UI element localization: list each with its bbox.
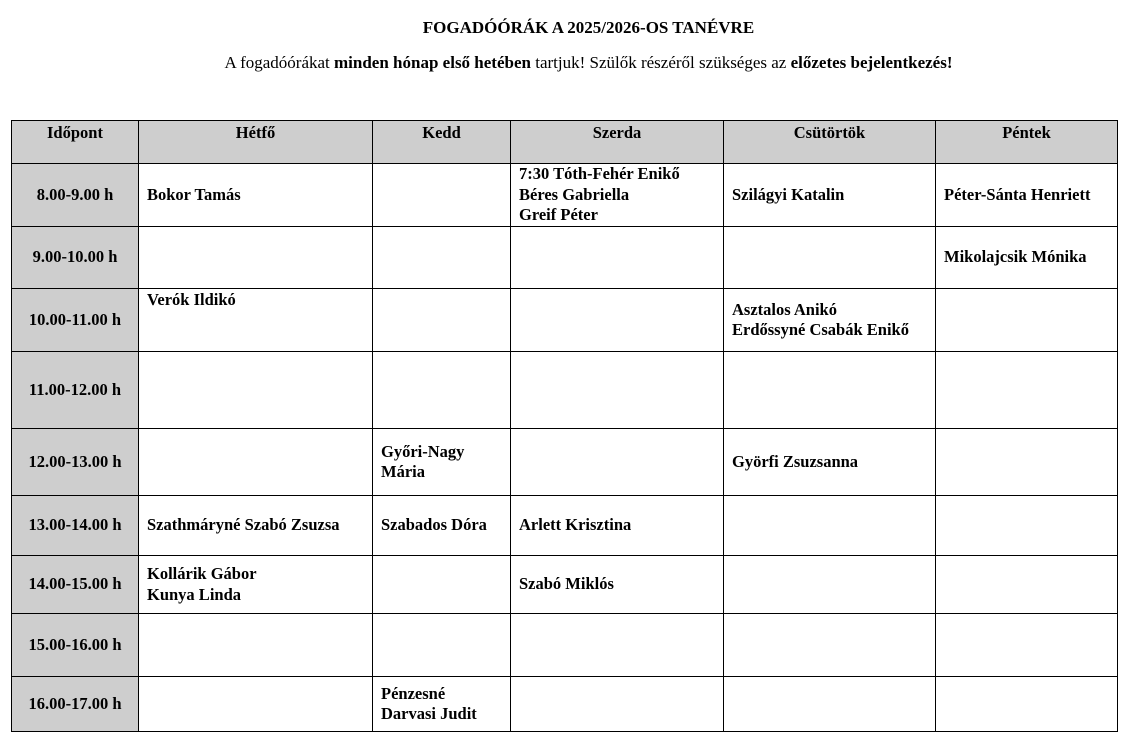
schedule-cell-pentek xyxy=(936,677,1118,732)
column-header-kedd: Kedd xyxy=(373,121,511,164)
subtitle-text-2: tartjuk! Szülők részéről szükséges az xyxy=(530,53,791,72)
schedule-cell-kedd xyxy=(373,289,511,352)
table-row xyxy=(12,556,1118,614)
table-header xyxy=(12,121,1118,164)
column-header-szerda: Szerda xyxy=(511,121,724,164)
table-body xyxy=(12,164,1118,732)
schedule-cell-szerda xyxy=(511,352,724,429)
teacher-name: 7:30 Tóth-Fehér Enikő xyxy=(519,164,680,184)
schedule-cell-pentek xyxy=(936,164,1118,227)
column-header-csutortok: Csütörtök xyxy=(724,121,936,164)
schedule-cell-kedd xyxy=(373,227,511,289)
teacher-name: Mária xyxy=(381,462,425,481)
time-slot-cell: 16.00-17.00 h xyxy=(12,677,139,732)
time-slot-cell: 8.00-9.00 h xyxy=(12,164,139,227)
teacher-name: Verók Ildikó xyxy=(147,290,236,309)
schedule-cell-hetfo xyxy=(139,496,373,556)
time-slot-cell: 9.00-10.00 h xyxy=(12,227,139,289)
schedule-cell-pentek xyxy=(936,556,1118,614)
table-row xyxy=(12,289,1118,352)
subtitle-bold-2: előzetes bejelentkezés! xyxy=(790,53,953,72)
schedule-cell-hetfo xyxy=(139,289,373,352)
time-slot-cell: 13.00-14.00 h xyxy=(12,496,139,556)
schedule-cell-hetfo xyxy=(139,429,373,496)
schedule-cell-csutortok xyxy=(724,556,936,614)
schedule-cell-hetfo xyxy=(139,614,373,677)
table-row xyxy=(12,352,1118,429)
time-slot-cell: 15.00-16.00 h xyxy=(12,614,139,677)
schedule-cell-szerda xyxy=(511,429,724,496)
schedule-cell-szerda xyxy=(511,227,724,289)
schedule-cell-szerda xyxy=(511,289,724,352)
schedule-cell-kedd xyxy=(373,556,511,614)
subtitle-text-1: A fogadóórákat xyxy=(224,53,335,72)
teacher-name: Győri-Nagy xyxy=(381,441,465,461)
schedule-cell-csutortok xyxy=(724,164,936,227)
schedule-cell-kedd xyxy=(373,496,511,556)
schedule-cell-kedd xyxy=(373,614,511,677)
document-subtitle xyxy=(0,53,1129,73)
schedule-cell-pentek xyxy=(936,496,1118,556)
column-header-hetfo: Hétfő xyxy=(139,121,373,164)
schedule-cell-pentek xyxy=(936,429,1118,496)
schedule-cell-csutortok xyxy=(724,289,936,352)
teacher-name: Mikolajcsik Mónika xyxy=(944,247,1087,267)
document-title: FOGADÓÓRÁK A 2025/2026-OS TANÉVRE xyxy=(422,18,755,37)
schedule-cell-csutortok xyxy=(724,429,936,496)
schedule-cell-csutortok xyxy=(724,614,936,677)
teacher-name: Szabó Miklós xyxy=(519,574,614,594)
schedule-cell-kedd xyxy=(373,164,511,227)
teacher-name: Greif Péter xyxy=(519,205,598,225)
schedule-cell-pentek xyxy=(936,289,1118,352)
schedule-cell-csutortok xyxy=(724,496,936,556)
consultation-schedule-table xyxy=(11,120,1118,732)
teacher-name: Szilágyi Katalin xyxy=(732,184,845,204)
table-row xyxy=(12,227,1118,289)
schedule-cell-szerda xyxy=(511,164,724,227)
time-slot-cell: 10.00-11.00 h xyxy=(12,289,139,352)
teacher-name: Kollárik Gábor xyxy=(147,564,257,583)
table-row xyxy=(12,496,1118,556)
schedule-cell-szerda xyxy=(511,556,724,614)
time-slot-cell: 14.00-15.00 h xyxy=(12,556,139,614)
teacher-name: Szabados Dóra xyxy=(381,515,487,535)
schedule-cell-hetfo xyxy=(139,352,373,429)
time-slot-cell: 12.00-13.00 h xyxy=(12,429,139,496)
subtitle-bold-1: minden hónap első hetében xyxy=(334,53,531,72)
teacher-name: Pénzesné xyxy=(381,683,446,703)
schedule-cell-csutortok xyxy=(724,677,936,732)
teacher-name: Erdőssyné Csabák Enikő xyxy=(732,320,909,339)
schedule-cell-kedd xyxy=(373,677,511,732)
table-row xyxy=(12,677,1118,732)
teacher-name: Szathmáryné Szabó Zsuzsa xyxy=(147,515,340,535)
schedule-cell-hetfo xyxy=(139,556,373,614)
schedule-cell-hetfo xyxy=(139,227,373,289)
header-row xyxy=(12,121,1118,164)
schedule-cell-hetfo xyxy=(139,164,373,227)
teacher-name: Béres Gabriella xyxy=(519,184,630,204)
schedule-cell-szerda xyxy=(511,677,724,732)
schedule-cell-csutortok xyxy=(724,227,936,289)
table-row xyxy=(12,164,1118,227)
table-row xyxy=(12,614,1118,677)
schedule-cell-szerda xyxy=(511,614,724,677)
schedule-cell-csutortok xyxy=(724,352,936,429)
column-header-pentek: Péntek xyxy=(936,121,1118,164)
schedule-cell-kedd xyxy=(373,429,511,496)
schedule-cell-szerda xyxy=(511,496,724,556)
schedule-cell-kedd xyxy=(373,352,511,429)
schedule-cell-hetfo xyxy=(139,677,373,732)
teacher-name: Péter-Sánta Henriett xyxy=(944,184,1091,204)
teacher-name: Györfi Zsuzsanna xyxy=(732,451,859,471)
schedule-cell-pentek xyxy=(936,352,1118,429)
teacher-name: Asztalos Anikó xyxy=(732,299,837,319)
schedule-cell-pentek xyxy=(936,227,1118,289)
schedule-cell-pentek xyxy=(936,614,1118,677)
teacher-name: Darvasi Judit xyxy=(381,704,477,723)
time-slot-cell: 11.00-12.00 h xyxy=(12,352,139,429)
table-row xyxy=(12,429,1118,496)
teacher-name: Kunya Linda xyxy=(147,584,242,604)
teacher-name: Arlett Krisztina xyxy=(519,515,632,535)
column-header-idopont: Időpont xyxy=(12,121,139,164)
teacher-name: Bokor Tamás xyxy=(147,184,241,204)
